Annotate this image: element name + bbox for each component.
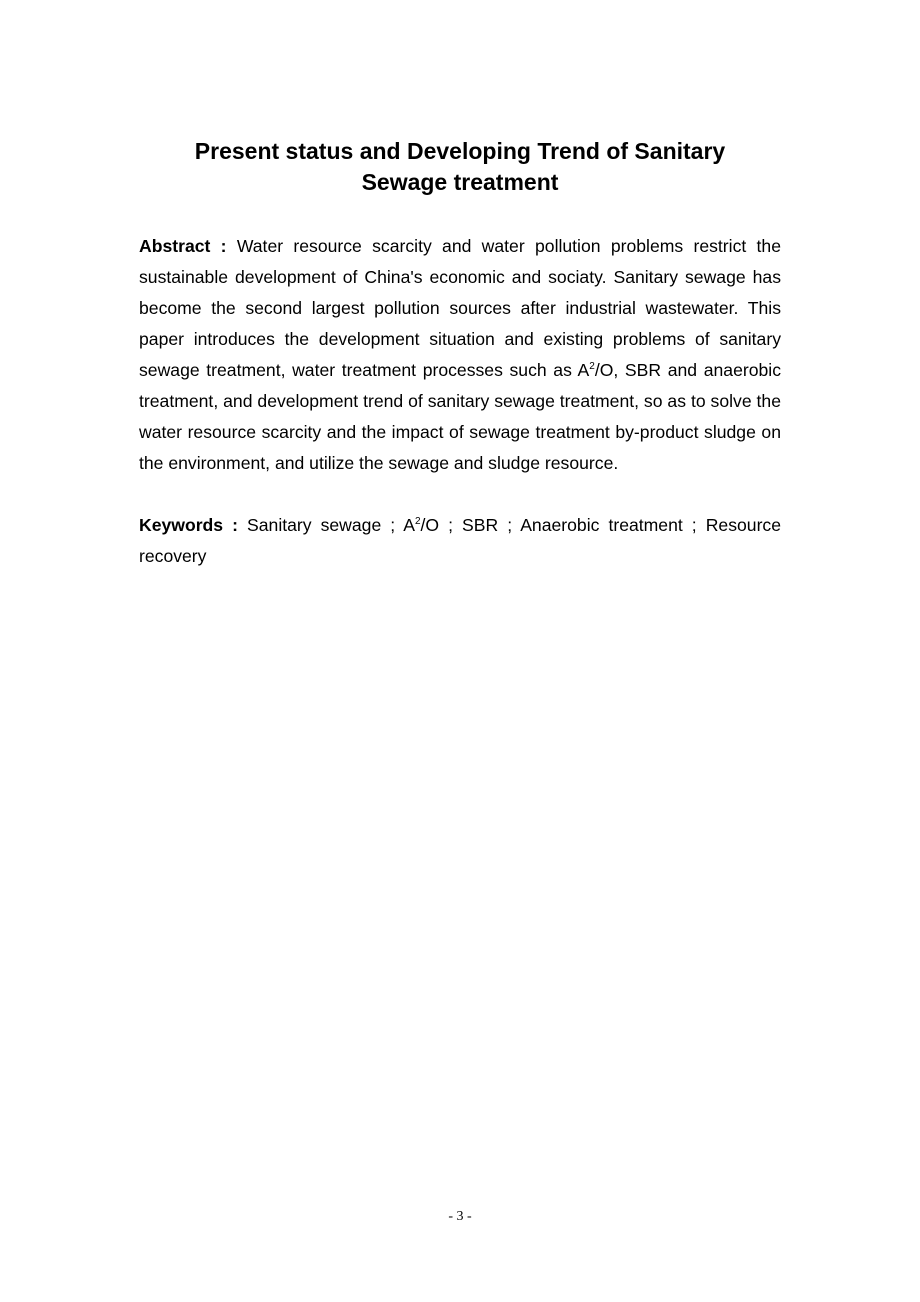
paper-title	[140, 136, 780, 198]
keywords-text-part-1: Sanitary sewage ; A	[237, 515, 415, 535]
paper-title-line-2: Sewage treatment	[361, 169, 559, 195]
keywords-label: Keywords :	[139, 515, 238, 535]
paper-title-line-1: Present status and Developing Trend of Sanitary	[194, 138, 726, 164]
abstract-text-part-1: Water resource scarcity and water pollution problems restrict the sustainable development of China's economic and sociaty. Sanitary sewage has become the second largest pollution sources after industrial wastewater. This paper introduces the development situation and existing problems of sanitary sewage treatment, water treatment processes such as A	[139, 236, 781, 380]
abstract-label: Abstract :	[139, 236, 227, 256]
keywords-superscript: 2	[414, 516, 421, 527]
keywords-paragraph	[139, 510, 781, 572]
abstract-text-part-2: /O, SBR and anaerobic treatment, and development trend of sanitary sewage treatment, so as to solve the water resource scarcity and the impact of sewage treatment by-product sludge on the environment, and utilize the sewage and sludge resource.	[139, 360, 781, 473]
abstract-superscript: 2	[589, 361, 595, 372]
abstract-paragraph	[139, 231, 781, 479]
page-number: - 3 -	[448, 1209, 472, 1224]
keywords-text-part-2: /O ; SBR ; Anaerobic treatment ; Resource recovery	[139, 515, 782, 566]
